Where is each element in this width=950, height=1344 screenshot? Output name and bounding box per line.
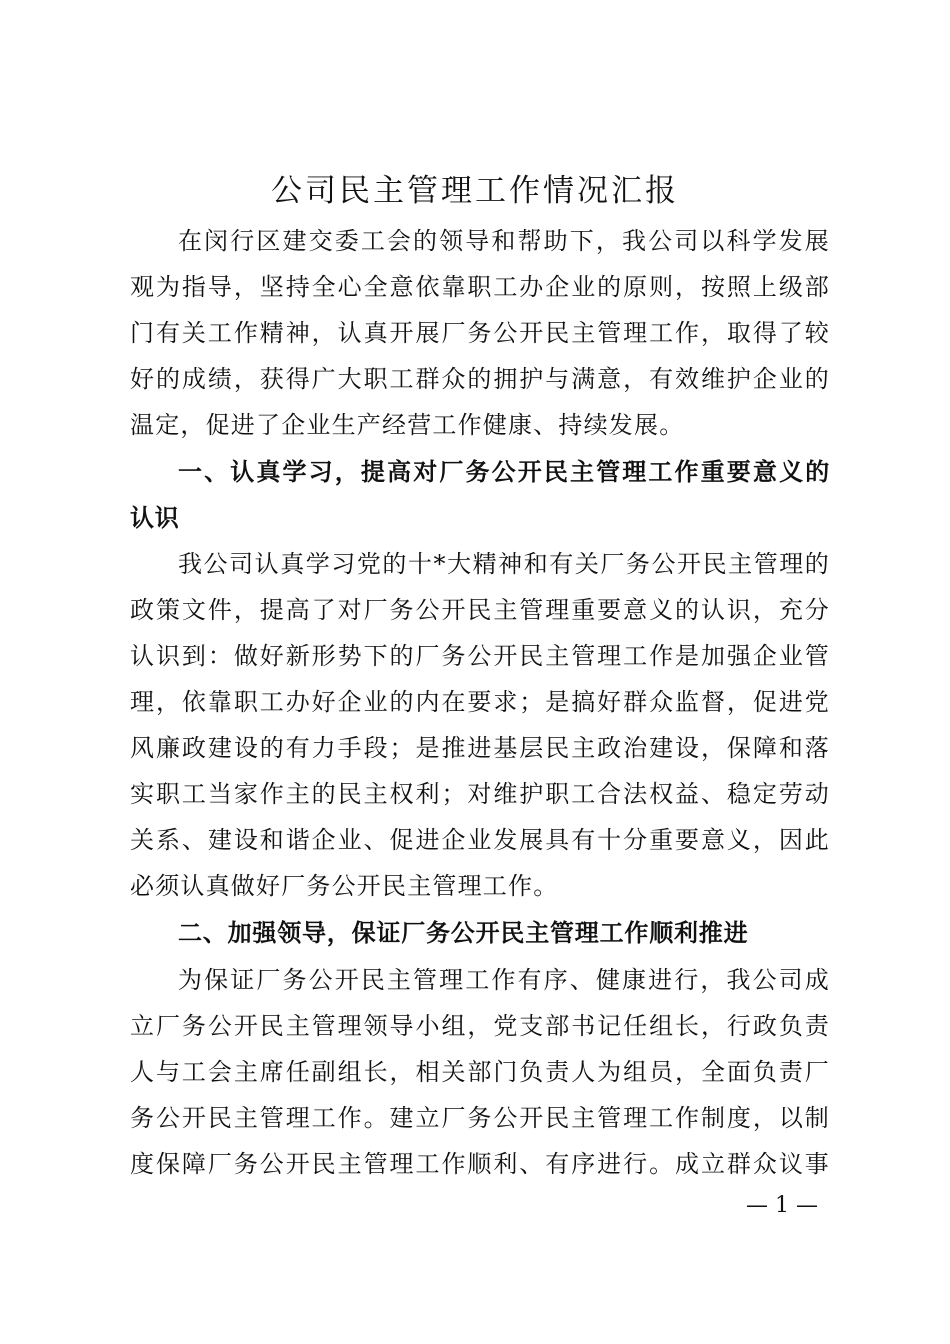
- section-1-paragraph-line-2: 政策文件，提高了对厂务公开民主管理重要意义的认识，充分: [130, 596, 830, 624]
- section-1-heading-line-2: 认识: [130, 504, 180, 532]
- section-1-heading-line-1: 一、认真学习，提高对厂务公开民主管理工作重要意义的: [178, 458, 830, 486]
- section-2-paragraph-line-1: 为保证厂务公开民主管理工作有序、健康进行，我公司成: [178, 966, 830, 994]
- paragraph-intro-line-3: 门有关工作精神，认真开展厂务公开民主管理工作，取得了较: [130, 319, 830, 347]
- section-1-paragraph-line-4: 理，依靠职工办好企业的内在要求；是搞好群众监督，促进党: [130, 688, 830, 716]
- section-2-paragraph-line-5: 度保障厂务公开民主管理工作顺利、有序进行。成立群众议事: [130, 1150, 830, 1178]
- paragraph-intro-line-5: 温定，促进了企业生产经营工作健康、持续发展。: [130, 411, 685, 439]
- paragraph-intro-line-4: 好的成绩，获得广大职工群众的拥护与满意，有效维护企业的: [130, 365, 830, 393]
- document-title: 公司民主管理工作情况汇报: [271, 173, 679, 209]
- section-1-paragraph-line-5: 风廉政建设的有力手段；是推进基层民主政治建设，保障和落: [130, 734, 830, 762]
- section-2-paragraph-line-3: 人与工会主席任副组长，相关部门负责人为组员，全面负责厂: [130, 1058, 830, 1086]
- section-2-paragraph-line-4: 务公开民主管理工作。建立厂务公开民主管理工作制度，以制: [130, 1104, 830, 1132]
- section-1-paragraph-line-3: 认识到：做好新形势下的厂务公开民主管理工作是加强企业管: [130, 642, 830, 670]
- section-1-paragraph-line-6: 实职工当家作主的民主权利；对维护职工合法权益、稳定劳动: [130, 780, 830, 808]
- paragraph-intro-line-1: 在闵行区建交委工会的领导和帮助下，我公司以科学发展: [178, 227, 830, 255]
- section-2-heading: 二、加强领导，保证厂务公开民主管理工作顺利推进: [178, 919, 749, 947]
- paragraph-intro-line-2: 观为指导，坚持全心全意依靠职工办企业的原则，按照上级部: [130, 273, 830, 301]
- section-1-paragraph-line-1: 我公司认真学习党的十*大精神和有关厂务公开民主管理的: [178, 550, 830, 578]
- section-1-paragraph-line-7: 关系、建设和谐企业、促进企业发展具有十分重要意义，因此: [130, 826, 830, 854]
- page-number: — 1 —: [746, 1193, 818, 1218]
- section-2-paragraph-line-2: 立厂务公开民主管理领导小组，党支部书记任组长，行政负责: [130, 1012, 830, 1040]
- section-1-paragraph-line-8: 必须认真做好厂务公开民主管理工作。: [130, 872, 559, 900]
